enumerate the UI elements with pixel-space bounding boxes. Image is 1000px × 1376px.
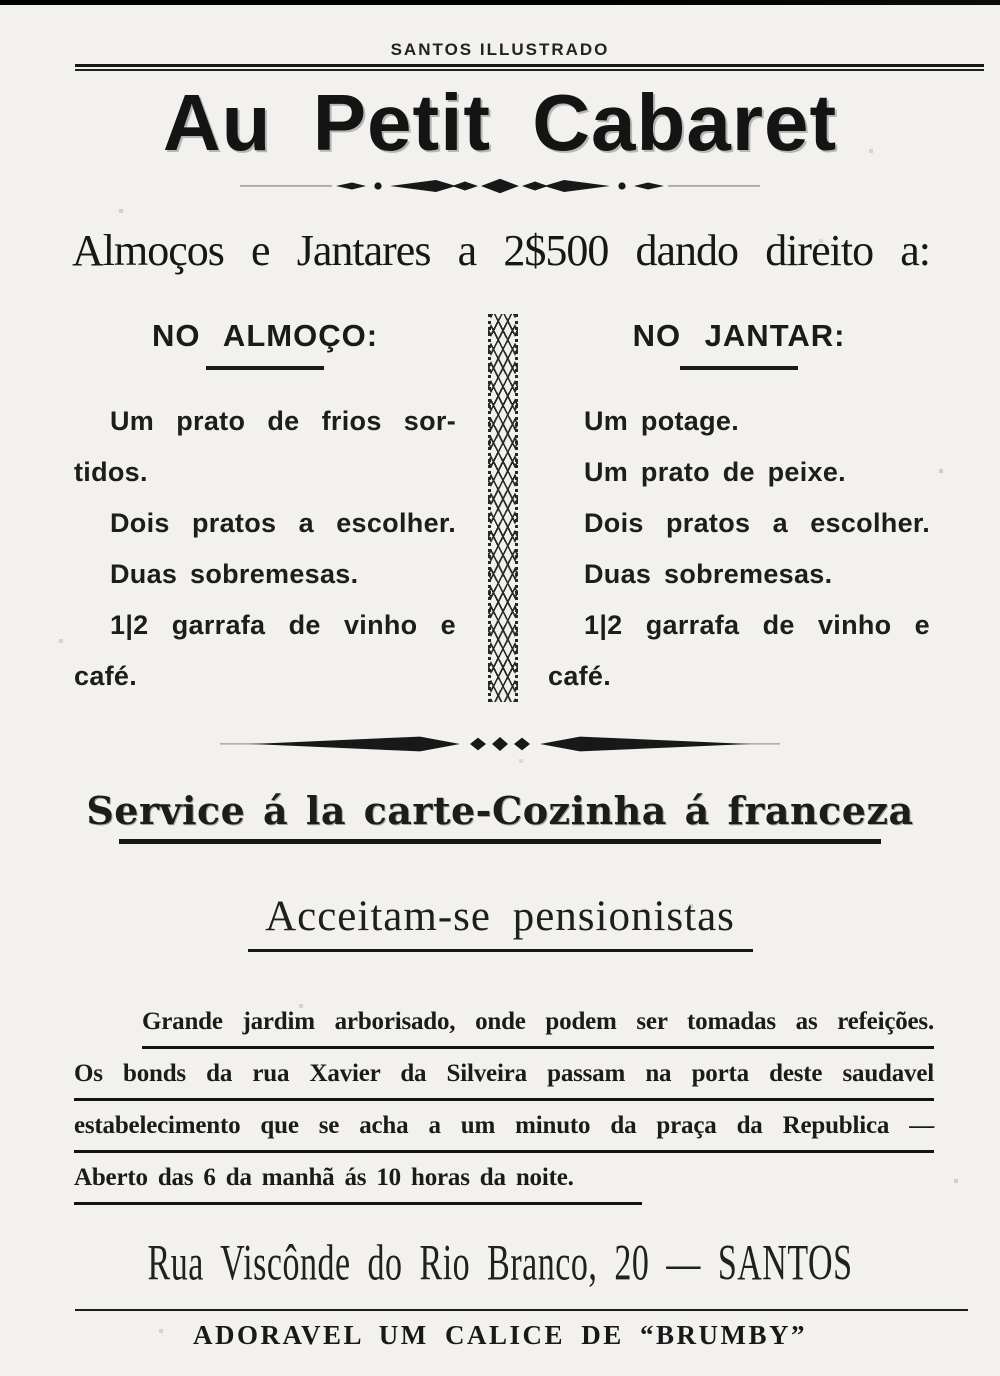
body-line: Os bonds da rua Xavier da Silveira passam na porta deste saudavel (74, 1056, 934, 1101)
service-rule (119, 839, 881, 844)
menu-line: café. (74, 661, 138, 691)
body-line: estabelecimento que se acha a um minuto da praça da Republica — (74, 1108, 934, 1153)
chain-column-divider-ornament (488, 314, 518, 702)
dinner-heading-rule (680, 366, 798, 370)
page-title: Au Petit Cabaret (162, 78, 838, 167)
lunch-heading: NO ALMOÇO: (151, 318, 379, 353)
menu-line: 1|2 garrafa de vinho e (110, 610, 456, 640)
menu-line: Duas sobremesas. (110, 559, 359, 589)
pensioners-line: Acceitam-se pensionistas (265, 893, 735, 940)
masthead-title: SANTOS ILLUSTRADO (390, 40, 610, 59)
dinner-column (548, 318, 930, 702)
top-ornament-divider (0, 177, 1000, 195)
menu-line: Duas sobremesas. (584, 559, 833, 589)
dinner-list (548, 396, 930, 702)
lunch-heading-rule (206, 366, 324, 370)
lunch-column (74, 318, 456, 702)
service-line: Service á la carte-Cozinha á franceza (86, 788, 914, 833)
tapered-rule-ornament-icon (240, 177, 760, 195)
body-line: Grande jardim arborisado, onde podem ser tomadas as refeições. (142, 1004, 934, 1049)
footer-rule (75, 1309, 968, 1311)
menu-line: tidos. (74, 457, 148, 487)
lunch-list (74, 396, 456, 702)
tagline: Almoços e Jantares a 2$500 dando direito a: (72, 226, 930, 275)
scan-edge-mark (0, 0, 1000, 5)
middle-ornament-divider (0, 734, 1000, 754)
address-text: Rua Viscônde do Rio Branco, 20 — SANTOS (147, 1236, 853, 1292)
menu-columns (74, 318, 930, 702)
menu-line: Dois pratos a escolher. (110, 508, 456, 538)
dinner-heading: NO JANTAR: (632, 318, 846, 353)
pensioners-rule (248, 949, 753, 952)
masthead-rule (75, 64, 984, 71)
menu-line: Dois pratos a escolher. (584, 508, 930, 538)
menu-line: café. (548, 661, 612, 691)
menu-line: Um prato de peixe. (584, 457, 846, 487)
menu-line: 1|2 garrafa de vinho e (584, 610, 930, 640)
footer-slogan: ADORAVEL UM CALICE DE “BRUMBY” (192, 1320, 808, 1350)
address-line (0, 1236, 1000, 1293)
menu-line: Um potage. (584, 406, 740, 436)
menu-line: Um prato de frios sor- (110, 406, 456, 436)
arrow-rule-ornament-icon (220, 734, 780, 754)
body-paragraph (74, 1004, 934, 1205)
body-line: Aberto das 6 da manhã ás 10 horas da noite. (74, 1160, 642, 1205)
